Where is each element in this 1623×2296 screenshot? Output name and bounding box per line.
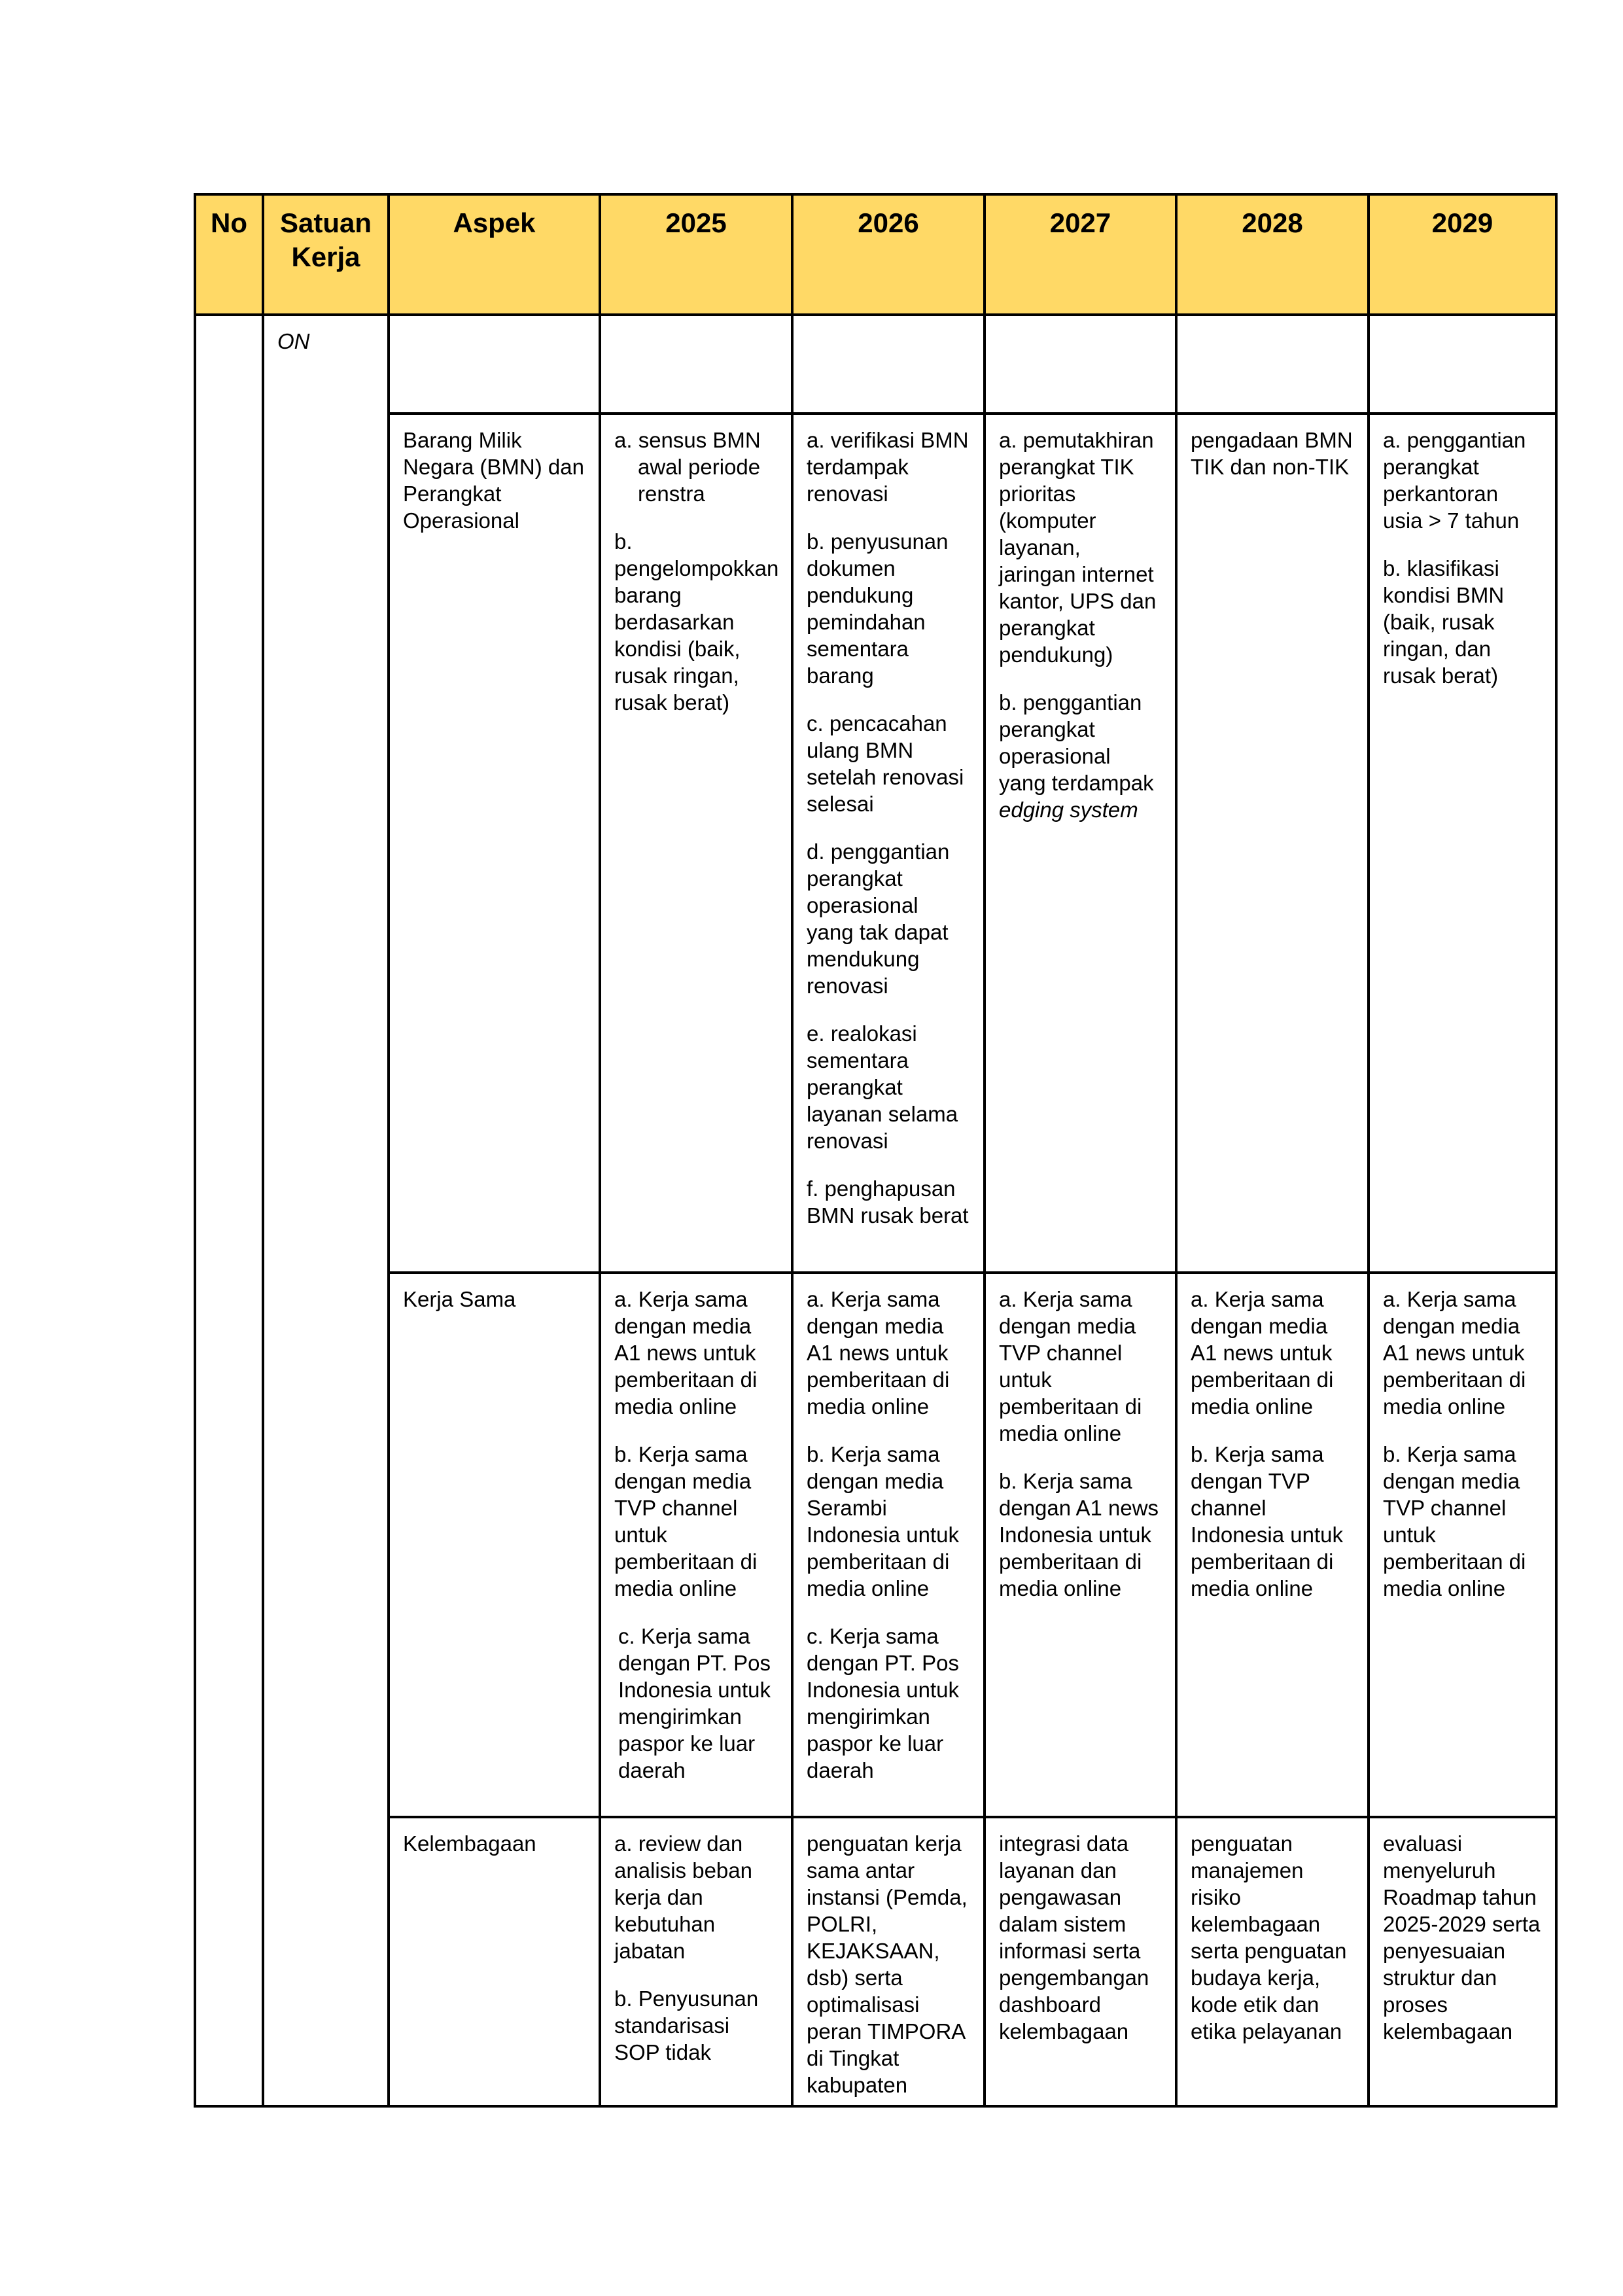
cell-2027 (985, 1817, 1176, 2106)
empty-cell (1369, 315, 1556, 414)
cell-2027 (985, 414, 1176, 1273)
list-item: b. Kerja sama dengan media TVP channel untuk pemberitaan di media online (1383, 1442, 1526, 1600)
cell-2025 (600, 1817, 792, 2106)
list-item: evaluasi menyeluruh Roadmap tahun 2025-2029 serta penyesuaian struktur dan proses kelembagaan (1383, 1831, 1541, 2043)
list-item: b. klasifikasi kondisi BMN (baik, rusak ringan, dan rusak berat) (1383, 556, 1505, 688)
list-item: a. review dan analisis beban kerja dan kebutuhan jabatan (614, 1831, 752, 1963)
table-row (195, 1817, 1556, 2106)
header-2027: 2027 (985, 194, 1176, 315)
table-header-row (195, 194, 1556, 315)
list-item: c. Kerja sama dengan PT. Pos Indonesia untuk mengirimkan paspor ke luar daerah (807, 1624, 960, 1782)
table-row (195, 315, 1556, 414)
header-no: No (195, 194, 263, 315)
list-item: integrasi data layanan dan pengawasan dalam sistem informasi serta pengembangan dashboard kelembagaan (999, 1831, 1149, 2043)
list-item: a. Kerja sama dengan media A1 news untuk pemberitaan di media online (807, 1287, 950, 1419)
no-cell (195, 315, 263, 2106)
header-aspek: Aspek (389, 194, 600, 315)
list-item: pengadaan BMN TIK dan non-TIK (1191, 428, 1353, 479)
list-item: b. penyusunan dokumen pendukung pemindahan sementara barang (807, 529, 949, 688)
list-item: a. Kerja sama dengan media A1 news untuk pemberitaan di media online (1191, 1287, 1334, 1419)
list-item (999, 689, 1162, 823)
roadmap-table (194, 193, 1558, 2108)
list-item: d. penggantian perangkat operasional yang tak dapat mendukung renovasi (807, 839, 950, 998)
table-row (195, 414, 1556, 1273)
list-item-text: b. penggantian perangkat operasional yang terdampak (999, 690, 1154, 795)
list-item: a. sensus BMN awal periode renstra (614, 428, 761, 506)
aspek-cell: Kerja Sama (389, 1273, 600, 1817)
cell-2026 (792, 1817, 985, 2106)
list-item: penguatan manajemen risiko kelembagaan serta penguatan budaya kerja, kode etik dan etika pelayanan (1191, 1831, 1347, 2043)
table-row (195, 1273, 1556, 1817)
list-item: a. pemutakhiran perangkat TIK prioritas (komputer layanan, jaringan internet kantor, UPS dan perangkat pendukung) (999, 428, 1157, 667)
list-item: b. Penyusunan standarisasi SOP tidak (614, 1987, 759, 2064)
list-item: c. Kerja sama dengan PT. Pos Indonesia untuk mengirimkan paspor ke luar daerah (618, 1624, 771, 1782)
list-item: e. realokasi sementara perangkat layanan selama renovasi (807, 1021, 958, 1153)
cell-2029 (1369, 1817, 1556, 2106)
list-item: a. verifikasi BMN terdampak renovasi (807, 428, 969, 506)
header-2029: 2029 (1369, 194, 1556, 315)
list-item: b. Kerja sama dengan media Serambi Indonesia untuk pemberitaan di media online (807, 1442, 960, 1600)
satuan-kerja-cell (263, 315, 389, 2106)
empty-cell (792, 315, 985, 414)
list-item: b. pengelompokkan barang berdasarkan kondisi (baik, rusak ringan, rusak berat) (614, 529, 779, 715)
header-2025: 2025 (600, 194, 792, 315)
list-item: b. Kerja sama dengan media TVP channel untuk pemberitaan di media online (614, 1442, 758, 1600)
cell-2025 (600, 414, 792, 1273)
cell-2025 (600, 1273, 792, 1817)
aspek-cell: Barang Milik Negara (BMN) dan Perangkat Operasional (389, 414, 600, 1273)
cell-2027 (985, 1273, 1176, 1817)
empty-cell (600, 315, 792, 414)
list-item: b. Kerja sama dengan TVP channel Indonesia untuk pemberitaan di media online (1191, 1442, 1344, 1600)
list-item: a. Kerja sama dengan media A1 news untuk pemberitaan di media online (614, 1287, 758, 1419)
list-item: a. Kerja sama dengan media A1 news untuk pemberitaan di media online (1383, 1287, 1526, 1419)
satuan-kerja-value: ON (277, 329, 310, 353)
cell-2028 (1176, 1817, 1369, 2106)
header-2026: 2026 (792, 194, 985, 315)
list-item: a. penggantian perangkat perkantoran usia > 7 tahun (1383, 428, 1526, 533)
cell-2028 (1176, 414, 1369, 1273)
header-satuan-kerja: Satuan Kerja (263, 194, 389, 315)
header-2028: 2028 (1176, 194, 1369, 315)
cell-2026 (792, 414, 985, 1273)
list-item: a. Kerja sama dengan media TVP channel untuk pemberitaan di media online (999, 1287, 1142, 1445)
list-item: c. pencacahan ulang BMN setelah renovasi selesai (807, 711, 964, 816)
aspek-cell: Kelembagaan (389, 1817, 600, 2106)
list-item: b. Kerja sama dengan A1 news Indonesia untuk pemberitaan di media online (999, 1469, 1159, 1600)
list-item-italic-text: edging system (999, 798, 1138, 822)
cell-2026 (792, 1273, 985, 1817)
cell-2028 (1176, 1273, 1369, 1817)
cell-2029 (1369, 1273, 1556, 1817)
list-item: f. penghapusan BMN rusak berat (807, 1176, 969, 1227)
cell-2029 (1369, 414, 1556, 1273)
empty-cell (985, 315, 1176, 414)
empty-cell (1176, 315, 1369, 414)
empty-cell (389, 315, 600, 414)
list-item: penguatan kerja sama antar instansi (Pemda, POLRI, KEJAKSAAN, dsb) serta optimalisasi peran TIMPORA di Tingkat kabupaten (807, 1831, 968, 2097)
